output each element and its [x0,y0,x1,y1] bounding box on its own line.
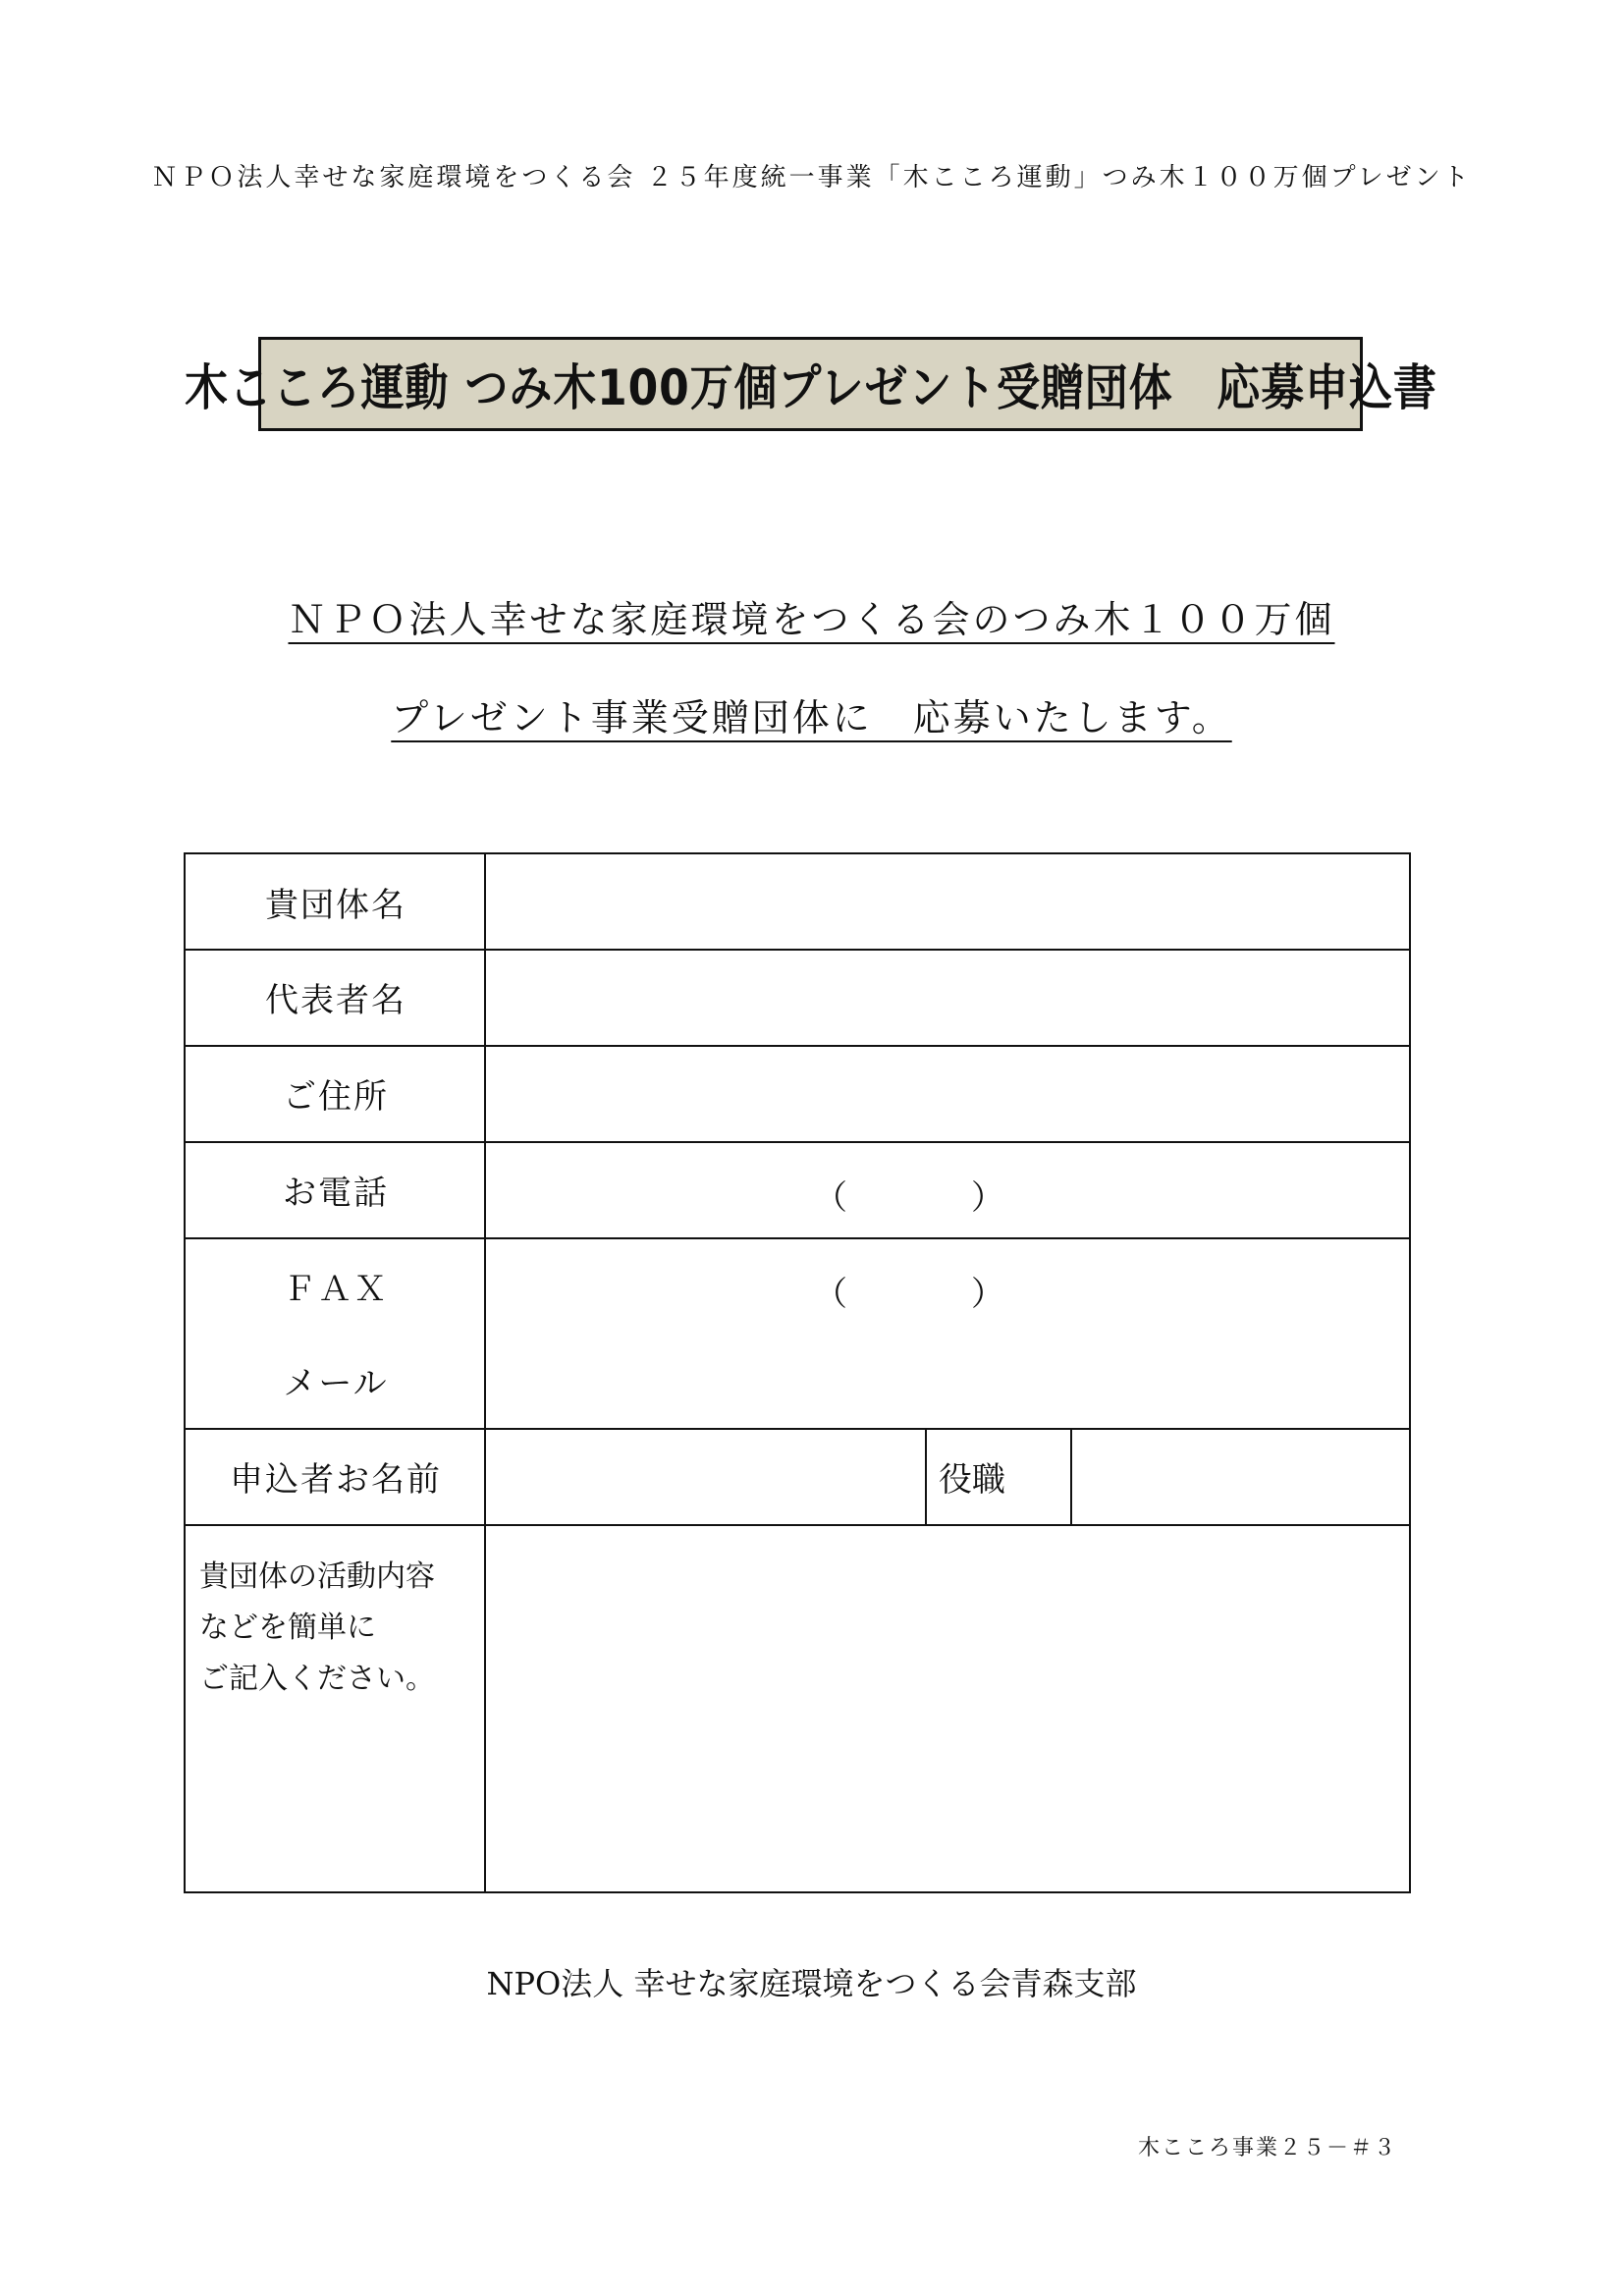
page-code: 木こころ事業２５－＃３ [1137,2136,1397,2160]
phone-paren-open: （ [814,1178,847,1218]
address-field[interactable] [486,1047,1409,1141]
fax-paren-close: ） [971,1275,1004,1314]
fax-field[interactable] [486,1239,1409,1334]
statement-line-2: プレゼント事業受贈団体に 応募いたします。 [391,696,1232,739]
mail-label: メール [283,1363,389,1403]
rep-name-label: 代表者名 [265,980,406,1020]
phone-paren-close: ） [971,1178,1004,1218]
statement-line-1: ＮＰＯ法人幸せな家庭環境をつくる会のつみ木１００万個 [288,598,1335,641]
phone-field[interactable] [486,1143,1409,1237]
fax-label: ＦＡＸ [283,1269,389,1309]
description-field[interactable] [486,1526,1409,1891]
applicant-name-label: 申込者お名前 [230,1459,442,1500]
form-title: 木こころ運動 つみ木100万個プレゼント受贈団体 応募申込書 [184,359,1437,416]
address-label: ご住所 [283,1076,389,1117]
applicant-divider [925,1428,927,1524]
description-label: 貴団体の活動内容 などを簡単に ご記入ください。 [199,1559,435,1696]
rep-name-field[interactable] [486,951,1409,1045]
footer-org: NPO法人 幸せな家庭環境をつくる会青森支部 [486,1965,1137,2002]
mail-field[interactable] [486,1334,1409,1428]
org-name-label: 貴団体名 [265,885,406,925]
phone-label: お電話 [283,1173,389,1213]
position-field[interactable] [1072,1430,1409,1524]
position-label: 役職 [939,1459,1005,1500]
applicant-name-field[interactable] [486,1430,925,1524]
org-name-field[interactable] [486,854,1409,949]
fax-paren-open: （ [814,1275,847,1314]
page-header: ＮＰＯ法人幸せな家庭環境をつくる会 ２５年度統一事業「木こころ運動」つみ木１００万個プレゼント [151,163,1472,192]
application-form-table [184,852,1411,1893]
form-title-box [184,337,1437,431]
